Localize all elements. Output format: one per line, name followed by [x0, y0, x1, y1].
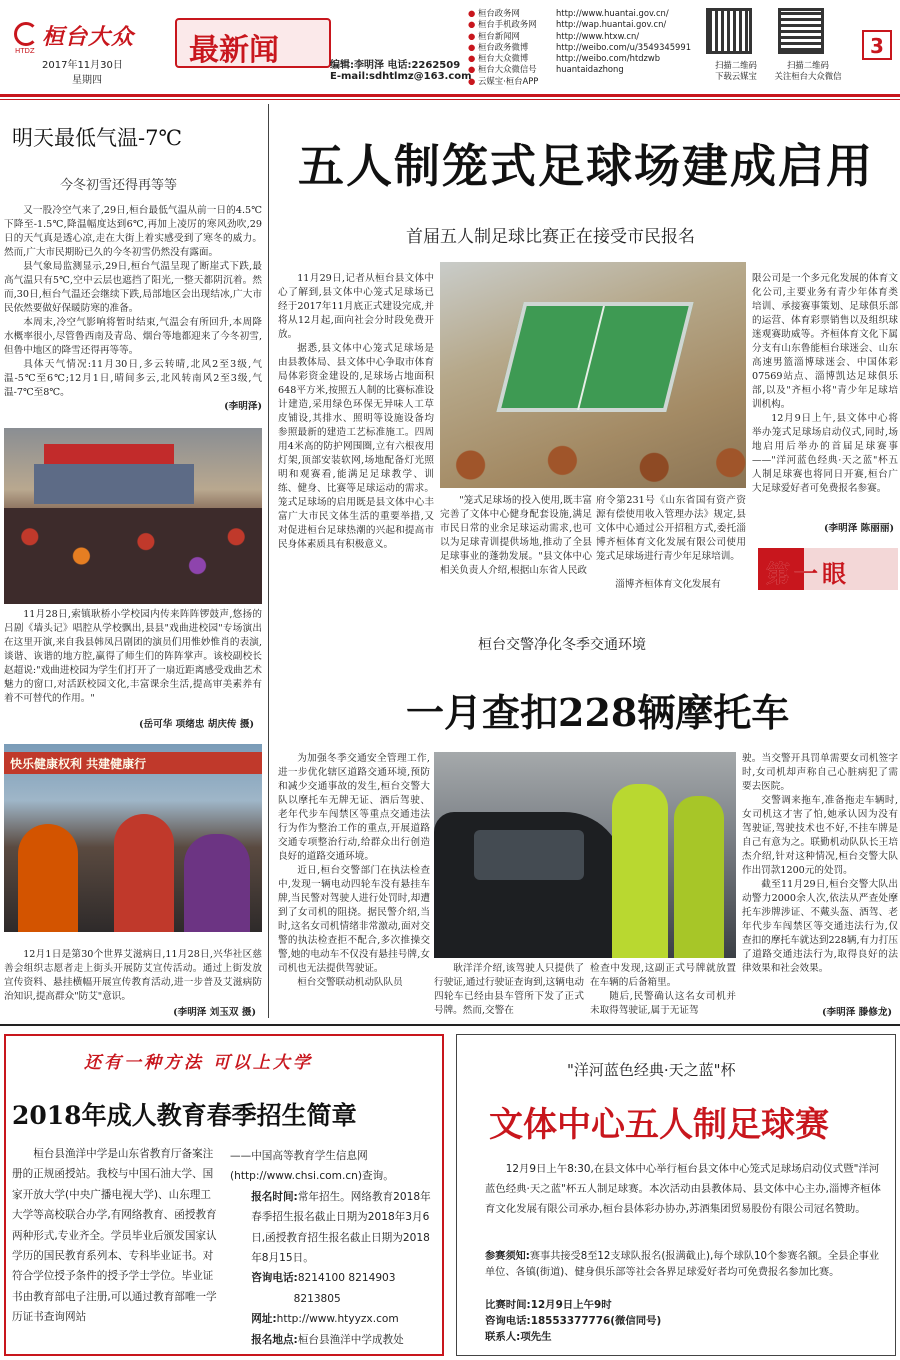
ad-time-label: 报名时间: — [251, 1190, 298, 1203]
weather-title: 明天最低气温-7℃ — [12, 126, 182, 150]
banner-sign: 快乐健康权利 共建健康行 — [4, 752, 262, 774]
football-headline: 五人制笼式足球场建成启用 — [298, 139, 874, 193]
opera-performance-photo — [4, 428, 262, 604]
ad-intro: ——中国高等教育学生信息网(http://www.chsi.com.cn)查询。 — [230, 1150, 394, 1183]
issue-date: 2017年11月30日 — [42, 60, 123, 71]
page-number-box — [862, 30, 892, 60]
ad-slogan: 还有一种方法 可以上大学 — [84, 1053, 313, 1073]
ad-web-link[interactable]: http://www.htyyzx.com — [276, 1313, 399, 1326]
ad-web — [230, 1309, 440, 1329]
stage-banner — [44, 444, 174, 464]
ad-time-text: 常年招生。网络教育2018年春季招生报名截止日期为2018年3月6日,函授教育招生报名截止日期为2018年8月15日。 — [251, 1190, 431, 1265]
ad-contact-name: 项先生 — [520, 1331, 552, 1343]
cage-pitch — [496, 302, 693, 412]
masthead — [0, 0, 900, 92]
qr-caption-2: 扫描二维码 关注桓台大众微信 — [774, 60, 842, 81]
ad-web-label: 网址: — [251, 1313, 277, 1326]
ad-phone — [485, 1313, 889, 1329]
audience — [4, 508, 262, 604]
football-col3: 府令第231号《山东省国有资产资源有偿使用收入管理办法》规定,县文体中心通过公开招租方式,委托淄博齐桓体育文化发展有限公司使用笼式足球场进行青少年足球培训。 — [596, 495, 746, 562]
ad-right-column — [230, 1146, 440, 1350]
traffic-col2: 耿洋洋介绍,该驾驶人只提供了行驶证,通过行驶证查询到,这辆电动四轮车已经由县车管所下发了正式号牌。然而,交警在 — [434, 963, 584, 1016]
ads-divider — [0, 1024, 900, 1026]
aids-day-photo — [4, 744, 262, 932]
ad-phone-number[interactable]: 18553377776(微信同号) — [530, 1315, 662, 1327]
section-box — [175, 18, 331, 68]
paragraph: 又一股冷空气来了,29日,桓台最低气温从前一日的4.5℃下降至-1.5℃,降温幅度达到6℃,再加上凌厉的寒风劲吹,29日的天气真是透心凉,走在大街上着实感受到了寒冬的威力。然而,广大市民期盼已久的今冬初雪仍然没有露面。 — [4, 205, 262, 258]
photo2-caption: 12月1日是第30个世界艾滋病日,11月28日,兴华社区慈善会组织志愿者走上街头开展防艾宣传活动。通过上街发放宣传资料、悬挂横幅开展宣传教育活动,进一步普及艾滋病防治知识,提高群众"防艾"意识。 — [4, 949, 262, 1002]
paragraph: 截至11月29日,桓台交警大队出动警力2000余人次,依法从严查处摩托车涉牌涉证、不戴头盔、酒驾、老年代步车闯禁区等交通违法行为,仅查扣的摩托车就达到228辆,有力打压了道路交通违法行为,取得良好的法律效果和社会效果。 — [742, 879, 898, 974]
paragraph: 本周末,冷空气影响将暂时结束,气温会有所回升,本周降水概率很小,尽管鲁西南及青岛、烟台等地都迎来了今冬初雪,但鲁中地区的降雪还得再等等。 — [4, 317, 262, 356]
paragraph: 交警调来拖车,准备拖走车辆时,女司机这才害了怕,她承认因为没有驾驶证,驾驶技术也不好,不挂车牌是自己有意为之。联勤机动队队长王培杰介绍,针对这种情况,桓台交警大队作出罚款1200元的处罚。 — [742, 795, 898, 876]
football-match-ad — [456, 1034, 896, 1356]
paragraph: 具体天气情况:11月30日,多云转晴,北风2至3级,气温-5℃至6℃;12月1日,晴间多云,北风转南风2至3级,气温-7℃至8℃。 — [4, 359, 262, 398]
officer-figure — [674, 796, 724, 958]
ad-time-label: 比赛时间: — [485, 1299, 531, 1311]
ad-title: 2018年成人教育春季招生简章 — [12, 1101, 357, 1130]
ad-body: 12月9日上午8:30,在县文体中心举行桓台县文体中心笼式足球场启动仪式暨"洋河蓝色经典·天之蓝"杯五人制足球赛。本次活动由县教体局、县文体中心主办,淄博齐桓体育文化发展有限公司承办,桓台县体彩办协办,苏酒集团贸易股份有限公司冠名赞助。 — [485, 1163, 881, 1215]
trees — [440, 442, 746, 488]
masthead-rule-thin — [0, 99, 900, 100]
qr-caption-1: 扫描二维码 下载云媒宝 — [715, 60, 757, 81]
traffic-col1 — [278, 752, 430, 1020]
link-item[interactable]: ● 桓台新闻网 http://www.htxw.cn/ — [468, 30, 640, 41]
ad-time — [485, 1297, 889, 1313]
editor-email: E-mail:sdhtlmz@163.com — [330, 71, 472, 82]
football-subtitle: 首届五人制足球比赛正在接受市民报名 — [406, 227, 695, 247]
page-number: 3 — [870, 34, 884, 58]
ad-phone — [230, 1268, 440, 1288]
paragraph: 12月9日上午,县文体中心将举办笼式足球场启动仪式,同时,场地启用后举办的首届足球赛事——"洋河蓝色经典·天之蓝"杯五人制足球赛也将同日开赛,桓台广大足球爱好者可免费报名参赛。 — [752, 413, 898, 494]
adult-education-ad — [4, 1034, 444, 1356]
masthead-rule — [0, 94, 900, 97]
ad-phone-2[interactable]: 8213805 — [293, 1292, 341, 1305]
paragraph: 驶。当交警开具罚单需要女司机签字时,女司机却声称自己心脏病犯了需要去医院。 — [742, 753, 898, 792]
link-item[interactable]: ● 桓台大众微博 http://weibo.com/htdzwb — [468, 53, 661, 64]
qr-code-icon — [706, 8, 752, 54]
volunteer-figure — [184, 834, 250, 932]
weather-body — [4, 204, 262, 398]
ad-body: 桓台县渔洋中学是山东省教育厅备案注册的正规函授站。我校与中国石油大学、国家开放大学(中央广播电视大学)、山东理工大学等高校联合办学,有网络教育、函授教育两种形式,专业齐全。学员毕业后颁发国家认学历的国民教育系列本、专科毕业证书。对符合学位授予条件的授予学士学位。毕业证书由教育部电子注册,可以通过教育部唯一学历证书查询网站 — [12, 1148, 217, 1324]
photo1-byline: (岳可华 项绪忠 胡庆传 摄) — [138, 719, 254, 730]
ad-details — [485, 1297, 889, 1345]
column-divider — [268, 104, 269, 1018]
ad-title: 文体中心五人制足球赛 — [489, 1105, 829, 1145]
ad-phone-label: 咨询电话: — [485, 1315, 531, 1327]
editor-line: 编辑:李明泽 电话:2262509 — [330, 60, 461, 71]
traffic-police-photo — [434, 752, 736, 958]
football-col3b: 淄博齐桓体育文化发展有 — [615, 579, 721, 590]
ad-kicker: "洋河蓝色经典·天之蓝"杯 — [567, 1061, 736, 1079]
link-item[interactable]: ● 桓台手机政务网 http://wap.huantai.gov.cn/ — [468, 19, 667, 30]
traffic-col3: 检查中发现,这副正式号牌就放置在车辆的后备箱里。 — [590, 963, 736, 988]
logo-text: 桓台大众 — [42, 24, 135, 50]
paragraph: 县气象局监测显示,29日,桓台气温呈现了断崖式下跌,最高气温只有5℃,空中云层也遮挡了阳光,一整天都阴沉着。然而,30日,桓台气温还会继续下跌,局部地区会出现结冰,广大市民依然要做好保暖防寒的准备。 — [4, 261, 262, 314]
link-item[interactable]: ● 桓台政务微博 http://weibo.com/u/3549345991 — [468, 41, 692, 52]
traffic-kicker: 桓台交警净化冬季交通环境 — [478, 637, 646, 653]
car-window — [474, 830, 584, 880]
first-look-badge — [758, 548, 898, 590]
volunteer-figure — [114, 814, 174, 932]
stage — [34, 464, 194, 504]
link-item[interactable]: ● 桓台政务网 http://www.huantai.gov.cn/ — [468, 8, 669, 18]
issue-weekday: 星期四 — [72, 75, 102, 86]
logo-icon — [14, 22, 38, 46]
weather-byline: (李明泽) — [224, 401, 262, 412]
volunteer-figure — [18, 824, 78, 932]
link-item[interactable]: ● 桓台大众微信号 huantaidazhong — [468, 64, 624, 75]
ad-address-text: 桓台县渔洋中学成教处 — [297, 1333, 404, 1346]
football-byline: (李明泽 陈丽丽) — [824, 523, 894, 534]
first-look-label: 第一眼 — [766, 559, 850, 588]
paragraph: 限公司是一个多元化发展的体育文化公司,主要业务有青少年体育类培训、承接赛事策划、足球俱乐部的运营、体育彩票销售以及组织球迷观赛助威等。齐桓体育文化下属分支有山东鲁能桓台球迷会、山东高速男篮淄博球迷会、中国体彩07569站点、淄博凯达足球俱乐部,以及"齐桓小将"青少年足球培训机构。 — [752, 273, 898, 410]
photo1-caption: 11月28日,索镇耿桥小学校园内传来阵阵锣鼓声,悠扬的吕剧《墙头记》唱腔从学校飘出,县县"戏曲进校园"专场演出在这里开演,来自我县韩凤吕剧团的演员们用惟妙惟肖的表演,谈谐、诙谐的地方腔,赢得了师生们的阵阵掌声。该校副校长赵超说:"戏曲进校园为学生们打开了一扇近距离感受戏曲艺术魅力的窗口,对活跃校园文化,丰富课余生活,提高审美素养有着不可替代的作用。" — [4, 609, 262, 704]
ad-time-text: 12月9日上午9时 — [530, 1299, 612, 1311]
football-field-photo — [440, 262, 746, 488]
ad-notice-text: 赛事共接受8至12支球队报名(报满截止),每个球队10个参赛名额。全县企事业单位、各镇(街道)、健身俱乐部等社会各界足球爱好者均可免费报名参加比赛。 — [485, 1251, 880, 1278]
logo-sub: HTDZ — [15, 47, 35, 55]
qr-code-icon — [778, 8, 824, 54]
ad-phone-label: 咨询电话: — [251, 1272, 298, 1285]
ad-address-label: 报名地点: — [251, 1333, 298, 1346]
photo2-byline: (李明泽 刘玉双 摄) — [173, 1007, 256, 1018]
weather-subtitle: 今冬初雪还得再等等 — [60, 178, 178, 193]
officer-figure — [612, 784, 668, 958]
ad-contact-label: 联系人: — [485, 1331, 521, 1343]
section-title: 最新闻 — [189, 33, 279, 68]
ad-phone-number[interactable]: 8214100 8214903 — [297, 1272, 396, 1285]
paragraph: 桓台交警联动机动队队员 — [297, 977, 403, 988]
football-col4 — [752, 272, 898, 518]
paragraph: 11月29日,记者从桓台县文体中心了解到,县文体中心笼式足球场已经于2017年11月底正式建设完成,并将从12月起,面向社会分时段免费开放。 — [278, 273, 434, 340]
ad-contact — [485, 1329, 889, 1345]
paragraph: 为加强冬季交通安全管理工作,进一步优化辖区道路交通环境,预防和减少交通事故的发生,桓台交警大队以摩托车无牌无证、酒后驾驶、老年代步车闯禁区等重点交通违法行为作为整治工作的重点,开展道路交通专项整治行动,给群众出行创造良好的道路交通环境。 — [278, 753, 430, 862]
ad-notice-label: 参赛须知: — [485, 1251, 530, 1262]
link-item[interactable]: ● 云媒宝·桓台APP — [468, 75, 539, 86]
paragraph: 近日,桓台交警部门在执法检查中,发现一辆电动四轮车没有悬挂车牌,当民警对驾驶人进行处罚时,却遭到了女司机的阻挠。据民警介绍,当时,这名女司机情绪非常激动,面对交警的执法检查拒不配合,多次推操交警,她的电动车不仅没有悬挂号牌,女司机也无法提供驾驶证。 — [278, 865, 430, 974]
football-col1 — [278, 272, 434, 598]
traffic-col4 — [742, 752, 898, 1002]
ad-address — [230, 1330, 440, 1350]
paragraph: 据悉,县文体中心笼式足球场是由县教体局、县文体中心争取市体育局体彩资金建设的,足球场占地面积648平方米,按照五人制的比赛标准设计建造,采用绿色环保无异味人工草皮铺设,其排水、照明等设施设备均参照最新的建造工艺标准施工。四周用4米高的防护网围圈,立有六根夜用灯架,顶部安装软网,场地配备灯光照明和观赛看,能满足足球教学、训练、健身、比赛等足球运动的需求。笼式足球场的启用既是县文体中心丰富广大市民文体生活的重要举措,又对促进桓台足球热潮的兴起和提高市民身体素质具有积极意义。 — [278, 343, 434, 550]
traffic-headline: 一月查扣228辆摩托车 — [406, 690, 790, 735]
ad-time — [230, 1187, 440, 1269]
links-list — [468, 8, 698, 87]
traffic-col3b: 随后,民警确认这名女司机并未取得驾驶证,属于无证驾 — [590, 991, 736, 1016]
football-col2: "笼式足球场的投入使用,既丰富完善了文体中心健身配套设施,满足市民日常的业余足球运动需求,也可以为足球青训提供场地,推动了全县足球事业的蓬勃发展。"县文体中心相关负责人介绍,根据山东省人民政 — [440, 495, 592, 576]
ad-notice — [485, 1249, 889, 1297]
traffic-byline: (李明泽 滕修龙) — [822, 1007, 892, 1018]
